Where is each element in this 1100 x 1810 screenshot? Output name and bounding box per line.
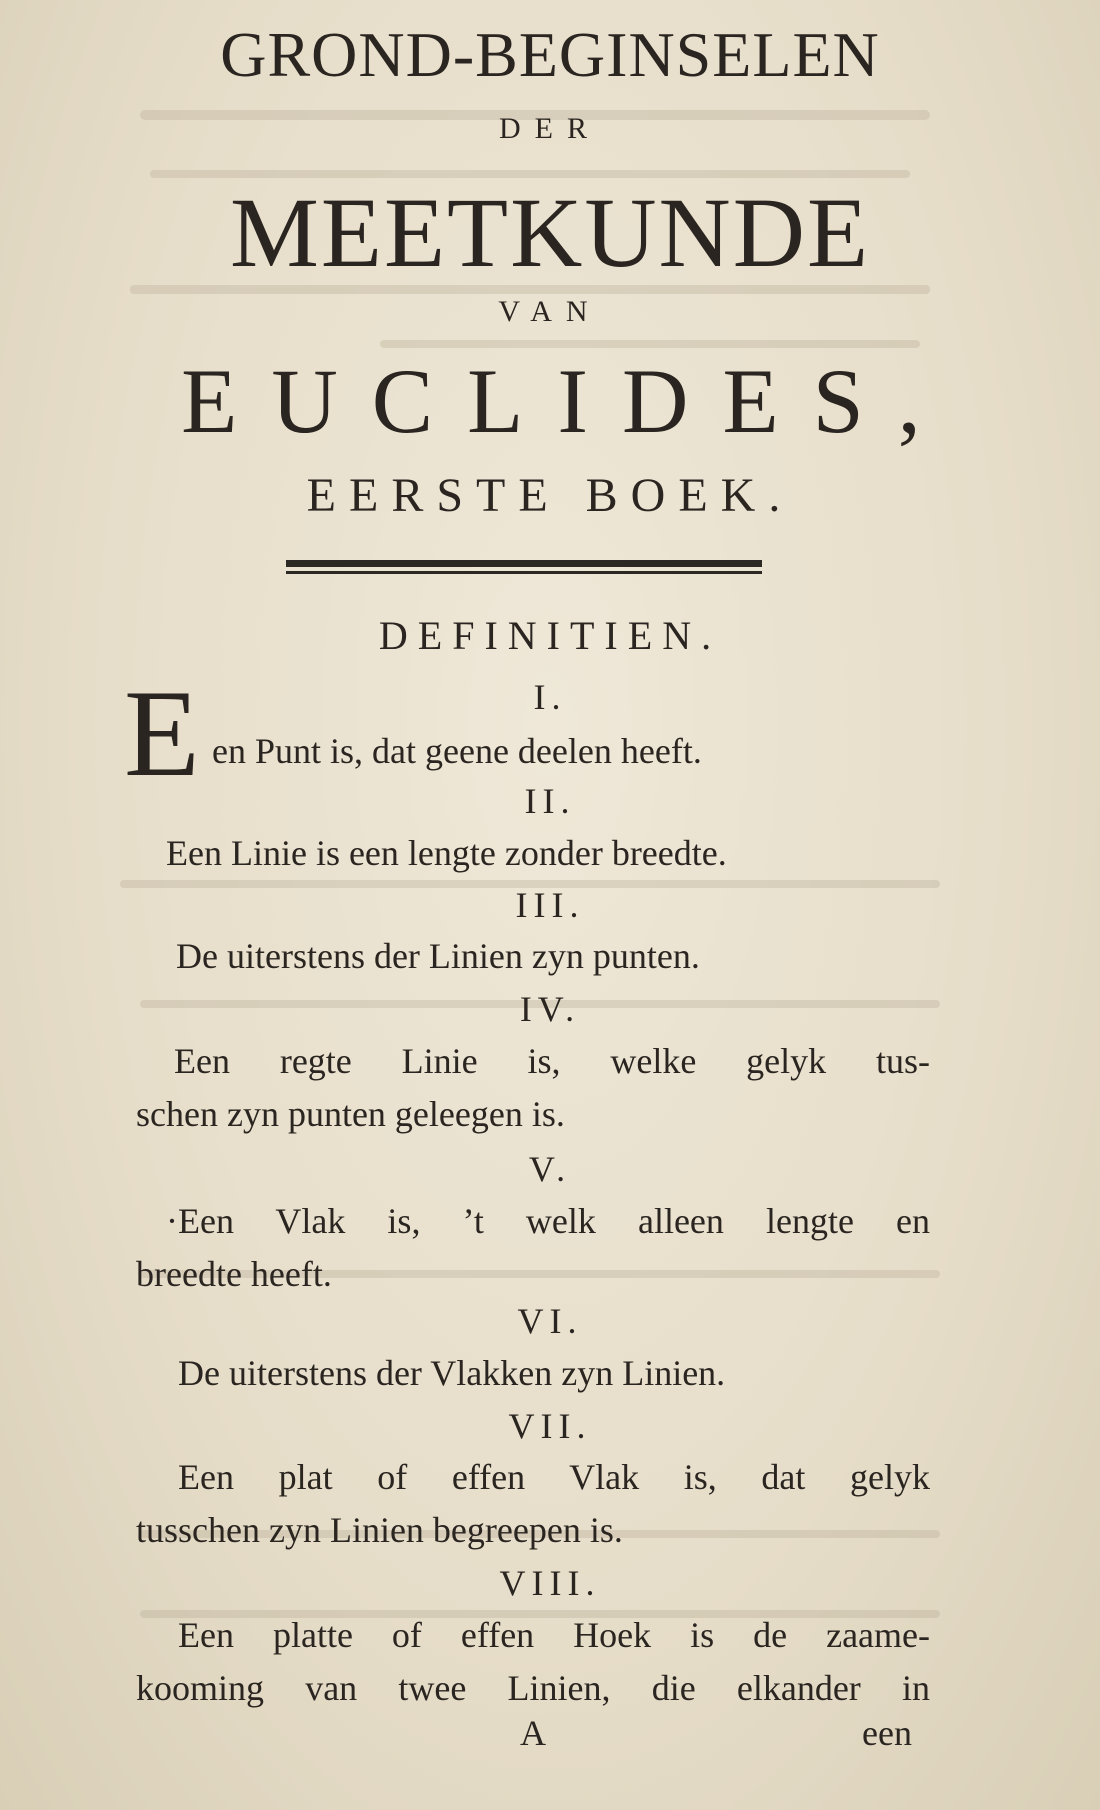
definition-line: ·Een Vlak is, ’t welk alleen lengte en xyxy=(166,1201,930,1241)
title-line-6: EERSTE BOEK. xyxy=(306,469,794,522)
definition-line: breedte heeft. xyxy=(136,1254,332,1294)
section-heading: DEFINITIEN. xyxy=(378,613,722,658)
catchword: een xyxy=(862,1713,912,1753)
drop-cap: E xyxy=(124,665,200,802)
definition-line: Een platte of effen Hoek is de zaame- xyxy=(178,1615,930,1655)
definition-line: en Punt is, dat geene deelen heeft. xyxy=(212,731,702,771)
divider-rule-thin xyxy=(286,571,762,574)
title-line-5: EUCLIDES, xyxy=(181,350,955,452)
title-line-2: DER xyxy=(499,112,601,145)
definition-line: schen zyn punten geleegen is. xyxy=(136,1094,565,1134)
definition-line: kooming van twee Linien, die elkander in xyxy=(136,1668,930,1708)
definition-numeral: IV. xyxy=(519,989,581,1029)
definition-numeral: V. xyxy=(528,1149,572,1189)
definition-line: De uiterstens der Vlakken zyn Linien. xyxy=(178,1353,726,1393)
definition-numeral: II. xyxy=(524,781,576,821)
definition-numeral: VII. xyxy=(508,1406,592,1446)
definition-line: Een Linie is een lengte zonder breedte. xyxy=(166,833,727,873)
definition-line: De uiterstens der Linien zyn punten. xyxy=(176,936,700,976)
definition-line: Een regte Linie is, welke gelyk tus- xyxy=(174,1041,930,1081)
signature-mark: A xyxy=(520,1713,546,1753)
definition-line: tusschen zyn Linien begreepen is. xyxy=(136,1510,623,1550)
definition-numeral: VIII. xyxy=(499,1563,601,1603)
definition-line: Een plat of effen Vlak is, dat gelyk xyxy=(178,1457,930,1497)
divider-rule-thick xyxy=(286,560,762,567)
title-line-3: MEETKUNDE xyxy=(229,177,871,288)
definition-numeral: III. xyxy=(515,885,585,925)
title-line-4: VAN xyxy=(498,295,602,328)
definition-numeral: VI. xyxy=(517,1301,583,1341)
definition-numeral: I. xyxy=(533,677,567,717)
title-line-1: GROND-BEGINSELEN xyxy=(220,19,880,90)
